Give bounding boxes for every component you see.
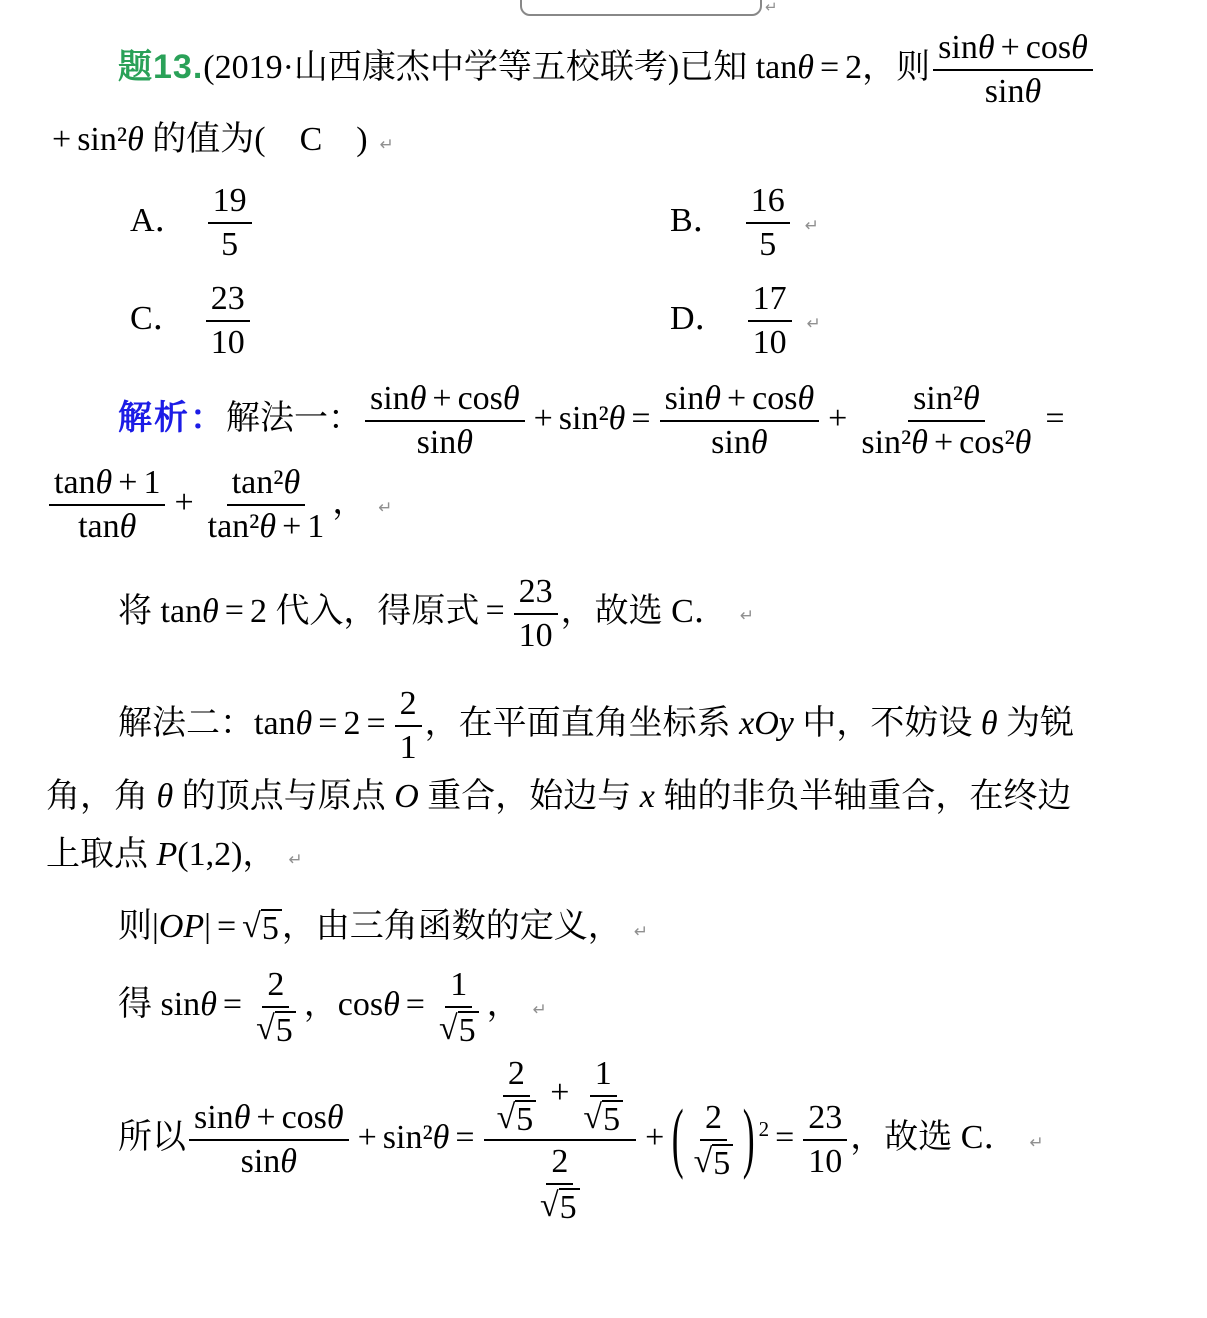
math-variable: θ <box>502 380 520 418</box>
fraction-denominator <box>216 224 243 265</box>
text-run: 23 <box>518 572 553 610</box>
paragraph-mark-icon: ↵ <box>378 498 393 519</box>
math-variable: θ <box>233 1098 251 1136</box>
fraction-numerator <box>484 1054 637 1141</box>
paragraph-mark-icon: ↵ <box>765 0 778 16</box>
solution-method2-sincos-line <box>46 965 1171 1049</box>
math-variable: θ <box>259 508 277 546</box>
radical-sign: √ <box>438 1010 458 1048</box>
text-run: 2 <box>845 48 863 86</box>
radicand <box>261 909 282 947</box>
text-run: 得 sin <box>118 986 201 1024</box>
math-variable: θ <box>127 121 144 159</box>
fraction-denominator <box>206 322 250 363</box>
fraction <box>514 572 558 656</box>
fraction-numerator <box>803 1098 847 1141</box>
math-variable: θ <box>202 592 219 630</box>
solution-method2-final-line <box>46 1054 1171 1226</box>
text-run: 19 <box>212 181 247 219</box>
fraction <box>206 279 250 363</box>
fraction <box>365 379 525 463</box>
text-run: sin <box>711 424 751 462</box>
fraction-denominator <box>689 1141 739 1182</box>
text-run: 1 <box>594 1054 612 1092</box>
math-variable: xOy <box>739 704 794 742</box>
fraction-numerator <box>660 379 820 422</box>
fraction-denominator <box>535 1185 585 1226</box>
radical-sign: √ <box>496 1098 516 1136</box>
text-run: 重合，始边与 <box>418 777 640 815</box>
text-run: 的值为( C ) <box>143 121 368 159</box>
math-variable: θ <box>200 986 217 1024</box>
math-variable: θ <box>980 704 998 742</box>
square-root <box>583 1100 623 1138</box>
radicand <box>559 1188 580 1226</box>
text-run: sin² <box>77 121 128 159</box>
fraction-numerator <box>206 279 250 322</box>
text-run: 5 <box>759 225 777 263</box>
text-run: ， <box>332 484 367 522</box>
text-run: (2019·山西康杰中学等五校联考)已知 <box>203 48 756 86</box>
solution-method2 <box>46 684 1171 885</box>
fraction-denominator <box>527 1141 593 1226</box>
text-run: sin <box>416 424 457 462</box>
text-run: 角，角 <box>46 777 157 815</box>
option-label: A． <box>130 201 189 239</box>
math-variable: θ <box>1071 29 1088 66</box>
fraction <box>660 379 820 463</box>
square-root <box>694 1144 734 1182</box>
text-run: 17 <box>752 279 787 317</box>
math-variable: θ <box>156 777 174 815</box>
text-run: cos <box>281 1098 327 1136</box>
fraction-denominator <box>748 322 792 363</box>
paragraph-mark-icon: ↵ <box>739 606 755 627</box>
solution-method2-op-line <box>46 899 1171 955</box>
text-run: = <box>222 986 243 1024</box>
fraction <box>434 965 484 1049</box>
math-variable: θ <box>608 400 626 437</box>
text-run: + <box>256 1098 276 1136</box>
radical-sign: √ <box>583 1098 603 1136</box>
math-variable: θ <box>977 29 995 66</box>
text-run: = <box>405 986 425 1024</box>
paragraph-mark-icon: ↵ <box>532 1000 547 1021</box>
fraction-numerator <box>700 1098 727 1141</box>
math-variable: θ <box>295 704 313 742</box>
fraction-numerator <box>365 379 525 422</box>
fraction-denominator <box>251 1008 301 1049</box>
text-run: 10 <box>808 1142 843 1180</box>
text-run: + <box>645 1118 665 1156</box>
text-run: + <box>282 508 302 546</box>
fraction-denominator <box>803 1141 847 1182</box>
paragraph-mark-icon: ↵ <box>633 921 649 942</box>
math-variable: θ <box>409 380 427 418</box>
fraction-denominator <box>73 506 141 547</box>
text-run: 的顶点与原点 <box>173 777 395 815</box>
paragraph-mark-icon: ↵ <box>1029 1132 1044 1153</box>
solution-method1-conclusion <box>46 572 1171 656</box>
fraction <box>251 965 301 1049</box>
paragraph-mark-icon: ↵ <box>288 850 303 871</box>
math-variable: θ <box>704 380 721 418</box>
fraction-denominator <box>236 1141 302 1182</box>
text-run: + <box>933 424 954 462</box>
fraction-numerator <box>503 1054 530 1097</box>
fraction-denominator <box>754 224 781 265</box>
fraction <box>856 379 1036 463</box>
fraction <box>492 1054 542 1138</box>
radicand <box>458 1011 479 1049</box>
text-run: 1 <box>450 966 468 1004</box>
text-run: tan <box>755 48 798 86</box>
math-variable: x <box>639 777 655 815</box>
math-variable: θ <box>383 986 400 1024</box>
radicand <box>275 1011 296 1049</box>
square-root <box>242 909 282 947</box>
text-run: ，在平面直角坐标系 <box>424 704 740 742</box>
fraction-numerator <box>49 463 165 506</box>
fraction <box>746 181 790 265</box>
text-run: sin <box>370 380 410 418</box>
text-run: 5 <box>458 1012 476 1050</box>
math-variable: θ <box>95 464 113 502</box>
math-variable: OP <box>158 907 205 945</box>
text-run: 10 <box>518 616 553 654</box>
text-run: 5 <box>559 1188 577 1226</box>
text-run: + <box>533 400 553 437</box>
text-run: 则| <box>118 907 159 945</box>
problem-statement <box>46 28 1171 169</box>
text-run: 轴的非负半轴重合，在终边 <box>654 777 1072 815</box>
option-label: D． <box>670 299 729 337</box>
fraction-denominator <box>856 422 1036 463</box>
exponent: 2 <box>758 1117 770 1142</box>
text-run: tan² <box>207 508 260 546</box>
page-top-box <box>520 0 762 16</box>
math-variable: θ <box>1014 424 1032 462</box>
text-run: + <box>357 1118 377 1156</box>
text-run: 2 <box>704 1098 722 1136</box>
math-variable: θ <box>326 1098 344 1136</box>
square-root <box>439 1011 479 1049</box>
text-run: ，cos <box>303 986 384 1024</box>
text-run: tan² <box>231 464 284 502</box>
math-variable: θ <box>911 424 928 462</box>
text-run: 5 <box>275 1012 293 1050</box>
fraction <box>49 463 165 547</box>
text-run: 5 <box>221 225 239 263</box>
fraction <box>578 1054 628 1138</box>
text-run: + <box>174 484 194 522</box>
text-run: 5 <box>603 1100 621 1138</box>
text-run: ， <box>486 986 521 1024</box>
text-run: cos² <box>959 424 1015 462</box>
text-run: cos <box>457 380 503 418</box>
option-label: C． <box>130 299 187 337</box>
option-b <box>670 181 1171 265</box>
text-run: 2 <box>507 1054 525 1092</box>
fraction-numerator <box>933 28 1093 71</box>
text-run: ，故选 C． <box>850 1118 1018 1156</box>
fraction-denominator <box>434 1008 484 1049</box>
text-run: = <box>775 1118 795 1156</box>
fraction-numerator <box>514 572 558 615</box>
fraction-denominator <box>492 1097 542 1138</box>
fraction-numerator <box>748 279 792 322</box>
text-run: 为锐 <box>997 704 1075 742</box>
options-grid <box>130 181 1171 363</box>
text-run: sin² <box>382 1118 433 1156</box>
text-run: 2 <box>267 966 285 1004</box>
fraction-numerator <box>227 463 305 506</box>
math-variable: θ <box>119 508 137 546</box>
text-run: 将 tan <box>118 592 203 630</box>
text-run: tan <box>54 464 96 502</box>
text-run: 5 <box>713 1144 731 1182</box>
text-run: = <box>819 48 840 86</box>
text-run: 10 <box>210 323 245 361</box>
paragraph-mark-icon: ↵ <box>806 313 821 334</box>
option-label: B． <box>670 201 727 239</box>
text-run: 23 <box>210 279 245 317</box>
fraction <box>748 279 792 363</box>
fraction-denominator <box>706 422 772 463</box>
text-run: sin <box>194 1098 234 1136</box>
text-run: + <box>1000 29 1020 66</box>
text-run: = <box>366 704 386 742</box>
fraction <box>484 1054 637 1226</box>
problem-number-label: 题13. <box>118 47 204 86</box>
radicand <box>602 1100 623 1138</box>
math-variable: θ <box>283 464 301 502</box>
fraction <box>189 1098 349 1182</box>
text-run: + <box>828 400 848 437</box>
text-run: ，由三角函数的定义， <box>281 907 622 945</box>
fraction-denominator <box>203 506 330 547</box>
text-run: = <box>224 592 244 630</box>
text-run: + <box>550 1074 570 1112</box>
math-variable: θ <box>456 424 473 462</box>
math-variable: P <box>156 836 178 874</box>
square-root <box>256 1011 296 1049</box>
text-run: 2 <box>551 1142 569 1180</box>
fraction-numerator <box>445 965 472 1008</box>
math-variable: θ <box>962 380 980 418</box>
math-variable: θ <box>750 424 768 462</box>
fraction-denominator <box>514 615 558 656</box>
text-run: 中，不妨设 <box>793 704 981 742</box>
fraction <box>395 684 422 768</box>
text-run: 5 <box>516 1100 534 1138</box>
radical-sign: √ <box>693 1142 713 1180</box>
text-run: ，则 <box>862 48 931 86</box>
text-run: = <box>216 907 237 945</box>
option-d <box>670 279 1171 363</box>
text-run: = <box>455 1118 475 1156</box>
text-run: 所以 <box>118 1118 186 1156</box>
fraction-numerator <box>189 1098 349 1141</box>
text-run: sin <box>984 73 1025 111</box>
radical-sign: √ <box>256 1010 275 1048</box>
math-variable: θ <box>797 380 815 418</box>
text-run: 2 <box>399 684 417 722</box>
analysis-label: 解析： <box>118 399 226 437</box>
fraction-denominator <box>578 1097 628 1138</box>
text-run: = <box>1045 400 1065 437</box>
radical-sign: √ <box>539 1186 559 1224</box>
text-run: 解法二：tan <box>118 704 296 742</box>
text-run: sin <box>664 380 705 418</box>
option-a <box>130 181 670 265</box>
text-run: sin <box>938 29 978 66</box>
fraction-numerator <box>746 181 790 224</box>
text-run: + <box>52 121 72 159</box>
fraction <box>933 28 1093 112</box>
solution-method1 <box>46 379 1171 547</box>
paragraph-mark-icon: ↵ <box>804 215 819 236</box>
fraction-denominator <box>395 727 422 768</box>
radical-sign: √ <box>242 907 261 945</box>
text-run: 2 代入，得原式 <box>249 592 480 630</box>
text-run: 2 <box>343 704 361 742</box>
text-run: 16 <box>750 181 785 219</box>
fraction-numerator <box>546 1142 573 1185</box>
text-run: = <box>485 592 505 630</box>
fraction-numerator <box>208 181 252 224</box>
fraction <box>535 1142 585 1226</box>
text-run: 1 <box>143 464 161 502</box>
text-run: 10 <box>752 323 787 361</box>
fraction-numerator <box>908 379 985 422</box>
fraction-denominator <box>980 71 1046 112</box>
paragraph-mark-icon: ↵ <box>379 135 394 156</box>
math-variable: θ <box>1024 73 1042 111</box>
fraction <box>803 1098 847 1182</box>
radicand <box>712 1144 733 1182</box>
fraction-numerator <box>262 965 289 1008</box>
text-run: + <box>118 464 138 502</box>
square-root <box>497 1100 537 1138</box>
fraction <box>689 1098 739 1182</box>
text-run: (1,2)， <box>177 836 277 874</box>
text-run: sin <box>240 1142 281 1180</box>
text-run: 1 <box>399 728 417 766</box>
math-variable: θ <box>280 1142 297 1180</box>
text-run: + <box>432 380 452 418</box>
radicand <box>515 1100 536 1138</box>
option-c <box>130 279 670 363</box>
text-run: ，故选 C． <box>560 592 728 630</box>
fraction <box>208 181 252 265</box>
text-run: + <box>726 380 747 418</box>
text-run: = <box>318 704 338 742</box>
text-run: = <box>631 400 651 437</box>
close-paren: ) <box>742 1096 755 1182</box>
fraction-denominator <box>412 422 478 463</box>
text-run: 5 <box>261 909 279 947</box>
text-run: tan <box>78 508 120 546</box>
parenthesized-expression <box>670 1098 769 1182</box>
text-run: 23 <box>808 1098 843 1136</box>
math-variable: θ <box>432 1118 450 1156</box>
text-run: sin² <box>558 400 609 437</box>
text-run: 解法一： <box>226 400 362 437</box>
text-run: 1 <box>307 508 325 546</box>
fraction-numerator <box>590 1054 617 1097</box>
open-paren: ( <box>671 1096 684 1182</box>
square-root <box>540 1188 580 1226</box>
text-run: cos <box>752 380 798 418</box>
math-variable: θ <box>797 48 814 86</box>
text-run: sin² <box>913 380 963 418</box>
math-variable: O <box>394 777 419 815</box>
text-run: | <box>204 907 211 945</box>
text-run: cos <box>1025 29 1072 66</box>
text-run: 上取点 <box>46 836 157 874</box>
fraction <box>203 463 330 547</box>
text-run: sin² <box>861 424 912 462</box>
fraction-numerator <box>395 684 422 727</box>
